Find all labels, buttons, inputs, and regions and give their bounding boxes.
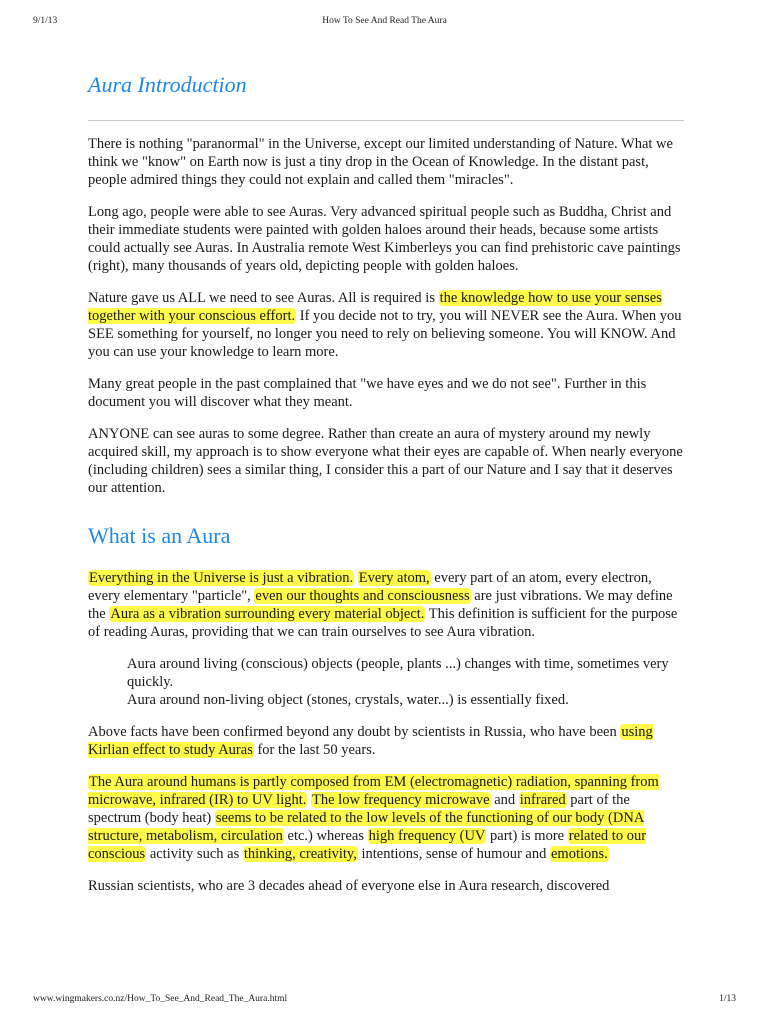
print-url: www.wingmakers.co.nz/How_To_See_And_Read_The_Aura.html bbox=[33, 994, 288, 1004]
highlighted-text: infrared bbox=[519, 792, 566, 808]
text-span: This definition is sufficient for the purpose of reading Auras, providing that we can train ourselves to see Aura vibration. bbox=[88, 606, 678, 640]
print-footer bbox=[33, 994, 736, 1008]
intro-paragraph-1: There is nothing "paranormal" in the Universe, except our limited understanding of Nature. What we think we "know" on Earth now is just a tiny drop in the Ocean of Knowledge. In the distant past, people admired things they could not explain and called them "miracles". bbox=[88, 136, 673, 188]
highlighted-text: Aura as a vibration surrounding every material object. bbox=[110, 606, 425, 622]
text-span: intentions, sense of humour and bbox=[357, 846, 550, 862]
aura-paragraph-1 bbox=[88, 569, 684, 641]
highlighted-text: using Kirlian effect to study Auras bbox=[88, 724, 653, 758]
intro-paragraph-3 bbox=[88, 289, 684, 361]
indented-notes bbox=[127, 655, 684, 709]
text-span: every part of an atom, every electron, every elementary "particle", bbox=[88, 570, 652, 604]
highlighted-text: The low frequency microwave bbox=[312, 792, 490, 808]
highlighted-text: Every atom, bbox=[358, 570, 430, 586]
aura-paragraph-2 bbox=[88, 723, 684, 759]
intro-paragraph-2: Long ago, people were able to see Auras. Very advanced spiritual people such as Buddha, Christ and their immediate students were painted with golden haloes around their heads, because some artists could actually see Auras. In Australia remote West Kimberleys you can find prehistoric cave paintings (right), many thousands of years old, depicting people with golden haloes. bbox=[88, 204, 681, 274]
text-span: If you decide not to try, you will NEVER see the Aura. When you SEE something for yourself, no longer you need to rely on believing someone. You will KNOW. And you can use your knowledge to learn more. bbox=[88, 308, 682, 360]
aura-paragraph-3 bbox=[88, 773, 684, 863]
heading-divider bbox=[88, 120, 684, 121]
what-is-an-aura-heading: What is an Aura bbox=[88, 523, 231, 548]
text-span: part of the spectrum (body heat) bbox=[88, 792, 630, 826]
highlighted-text: high frequency (UV bbox=[368, 828, 486, 844]
text-span: are just vibrations. We may define the bbox=[88, 588, 673, 622]
highlighted-text: The Aura around humans is partly composed from EM (electromagnetic) radiation, spanning from microwave, infrared (IR) to UV light. bbox=[88, 774, 659, 808]
print-header bbox=[33, 16, 736, 30]
highlighted-text: emotions. bbox=[550, 846, 608, 862]
intro-paragraph-5: ANYONE can see auras to some degree. Rather than create an aura of mystery around my newly acquired skill, my approach is to show everyone what their eyes are capable of. When nearly everyone (including children) sees a similar thing, I consider this a part of our Nature and I say that it deserves our attention. bbox=[88, 426, 683, 496]
text-span: for the last 50 years. bbox=[253, 742, 376, 758]
print-title: How To See And Read The Aura bbox=[322, 16, 447, 26]
note-non-living-objects: Aura around non-living object (stones, crystals, water...) is essentially fixed. bbox=[127, 692, 569, 708]
aura-paragraph-4: Russian scientists, who are 3 decades ahead of everyone else in Aura research, discovered bbox=[88, 878, 610, 894]
text-span: etc.) whereas bbox=[283, 828, 368, 844]
text-span: and bbox=[490, 792, 519, 808]
page-number: 1/13 bbox=[719, 994, 736, 1004]
note-living-objects: Aura around living (conscious) objects (people, plants ...) changes with time, sometimes very quickly. bbox=[127, 656, 669, 690]
highlighted-text: even our thoughts and consciousness bbox=[255, 588, 470, 604]
text-span: Nature gave us ALL we need to see Auras. All is required is bbox=[88, 290, 439, 306]
print-date: 9/1/13 bbox=[33, 16, 58, 26]
highlighted-text: the knowledge how to use your senses together with your conscious effort. bbox=[88, 290, 662, 324]
highlighted-text: related to our conscious bbox=[88, 828, 647, 862]
text-span: activity such as bbox=[146, 846, 243, 862]
text-span: part) is more bbox=[486, 828, 568, 844]
highlighted-text: seems to be related to the low levels of the functioning of our body (DNA structure, metabolism, circulation bbox=[88, 810, 645, 844]
text-span: Above facts have been confirmed beyond any doubt by scientists in Russia, who have been bbox=[88, 724, 621, 740]
aura-introduction-heading: Aura Introduction bbox=[88, 72, 247, 97]
highlighted-text: Everything in the Universe is just a vibration. bbox=[89, 570, 354, 586]
intro-paragraph-4: Many great people in the past complained that "we have eyes and we do not see". Further in this document you will discover what they meant. bbox=[88, 376, 647, 410]
document-body bbox=[88, 70, 684, 909]
highlighted-text: thinking, creativity, bbox=[243, 846, 357, 862]
